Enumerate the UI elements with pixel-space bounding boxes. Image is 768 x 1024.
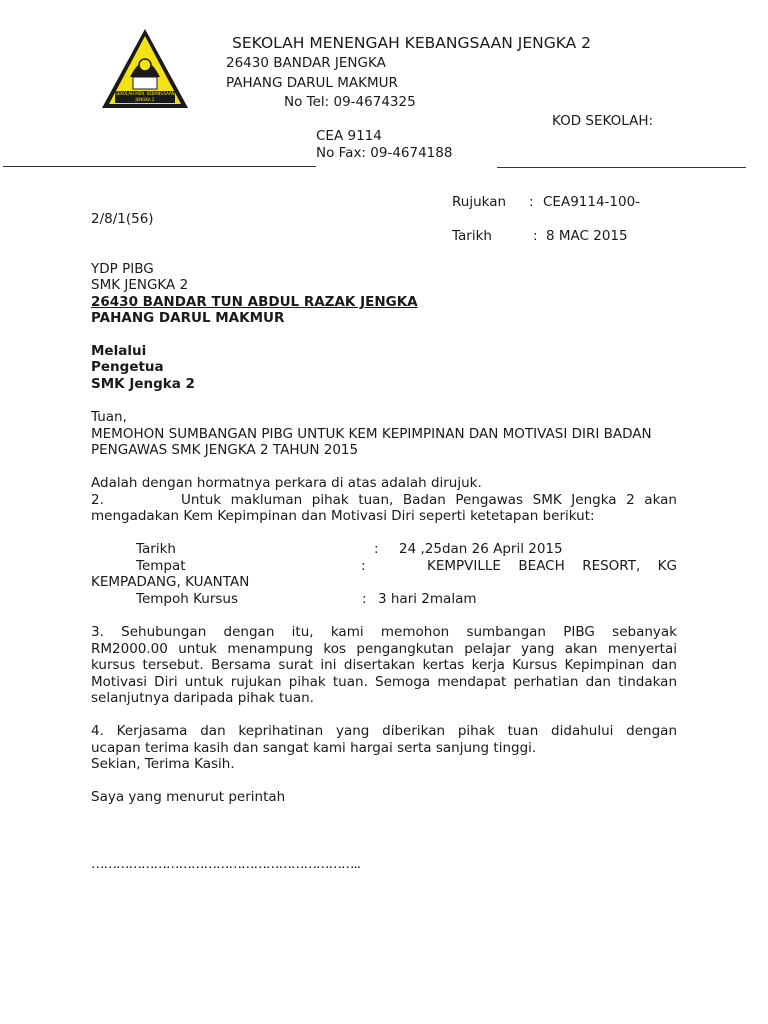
via-line-2: Pengetua — [91, 359, 164, 375]
reference-continuation: 2/8/1(56) — [91, 211, 154, 227]
reference-label: Rujukan — [452, 194, 507, 210]
salutation: Tuan, — [91, 409, 127, 425]
recipient-line-3: 26430 BANDAR TUN ABDUL RAZAK JENGKA — [91, 294, 418, 310]
date-label: Tarikh — [452, 228, 492, 244]
detail-date-separator: : — [374, 541, 379, 557]
paragraph-2-number: 2. — [91, 492, 104, 508]
reference-value: CEA9114-100- — [543, 194, 641, 210]
closing-line: Sekian, Terima Kasih. — [91, 756, 235, 772]
via-line-1: Melalui — [91, 343, 147, 359]
signoff-line: Saya yang menurut perintah — [91, 789, 286, 805]
paragraph-3-line-3: kursus tersebut. Bersama surat ini disertakan kertas kerja Kursus Kepimpinan dan — [91, 657, 677, 673]
school-name: SEKOLAH MENENGAH KEBANGSAAN JENGKA 2 — [232, 34, 592, 52]
detail-date-label: Tarikh — [136, 541, 176, 557]
date-separator: : — [533, 228, 538, 244]
subject-line-2: PENGAWAS SMK JENGKA 2 TAHUN 2015 — [91, 442, 359, 458]
recipient-line-2: SMK JENGKA 2 — [91, 277, 189, 293]
recipient-line-4: PAHANG DARUL MAKMUR — [91, 310, 285, 326]
reference-separator: : — [529, 194, 534, 210]
detail-venue-separator: : — [361, 558, 366, 574]
paragraph-4-line-2: ucapan terima kasih dan sangat kami hargai serta sanjung tinggi. — [91, 740, 537, 756]
detail-duration-separator: : — [362, 591, 367, 607]
detail-venue-value: KEMPVILLE BEACH RESORT, KG — [427, 558, 677, 574]
logo-text-1: SEKOLAH MEN. KEBANGSAAN — [115, 91, 175, 96]
date-value: 8 MAC 2015 — [546, 228, 628, 244]
detail-venue-continuation: KEMPADANG, KUANTAN — [91, 574, 250, 590]
letterhead-divider-right — [497, 167, 746, 168]
detail-duration-label: Tempoh Kursus — [136, 591, 238, 607]
subject-line-1: MEMOHON SUMBANGAN PIBG UNTUK KEM KEPIMPINAN DAN MOTIVASI DIRI BADAN — [91, 426, 652, 442]
paragraph-3-line-4: Motivasi Diri untuk rujukan pihak tuan. Semoga mendapat perhatian dan tindakan — [91, 674, 677, 690]
detail-duration-value: 3 hari 2malam — [378, 591, 477, 607]
paragraph-4-line-1: 4. Kerjasama dan keprihatinan yang diberikan pihak tuan didahului dengan — [91, 723, 677, 739]
detail-date-value: 24 ,25dan 26 April 2015 — [399, 541, 563, 557]
via-line-3: SMK Jengka 2 — [91, 376, 195, 392]
address-line-1: 26430 BANDAR JENGKA — [226, 55, 386, 71]
school-code-label: KOD SEKOLAH: — [552, 113, 654, 129]
paragraph-3-line-1: 3. Sehubungan dengan itu, kami memohon sumbangan PIBG sebanyak — [91, 624, 677, 640]
detail-venue-label: Tempat — [136, 558, 186, 574]
phone-number: No Tel: 09-4674325 — [284, 94, 416, 110]
paragraph-2-line-2: mengadakan Kem Kepimpinan dan Motivasi Diri seperti ketetapan berikut: — [91, 508, 595, 524]
paragraph-2-line-1: Untuk makluman pihak tuan, Badan Pengawas SMK Jengka 2 akan — [181, 492, 677, 508]
letterhead-divider-left — [3, 166, 316, 167]
address-line-2: PAHANG DARUL MAKMUR — [226, 75, 398, 91]
recipient-line-1: YDP PIBG — [91, 261, 154, 277]
signature-dotted-line: ……………………………………………………….. — [91, 856, 361, 872]
school-code-value: CEA 9114 — [316, 128, 382, 144]
logo-text-2: JENGKA 2 — [135, 97, 155, 102]
paragraph-3-line-2: RM2000.00 untuk menampung kos pengangkutan pelajar yang akan menyertai — [91, 641, 677, 657]
school-logo — [100, 27, 190, 111]
paragraph-3-line-5: selanjutnya daripada pihak tuan. — [91, 690, 314, 706]
fax-number: No Fax: 09-4674188 — [316, 145, 453, 161]
intro-paragraph: Adalah dengan hormatnya perkara di atas adalah dirujuk. — [91, 475, 482, 491]
